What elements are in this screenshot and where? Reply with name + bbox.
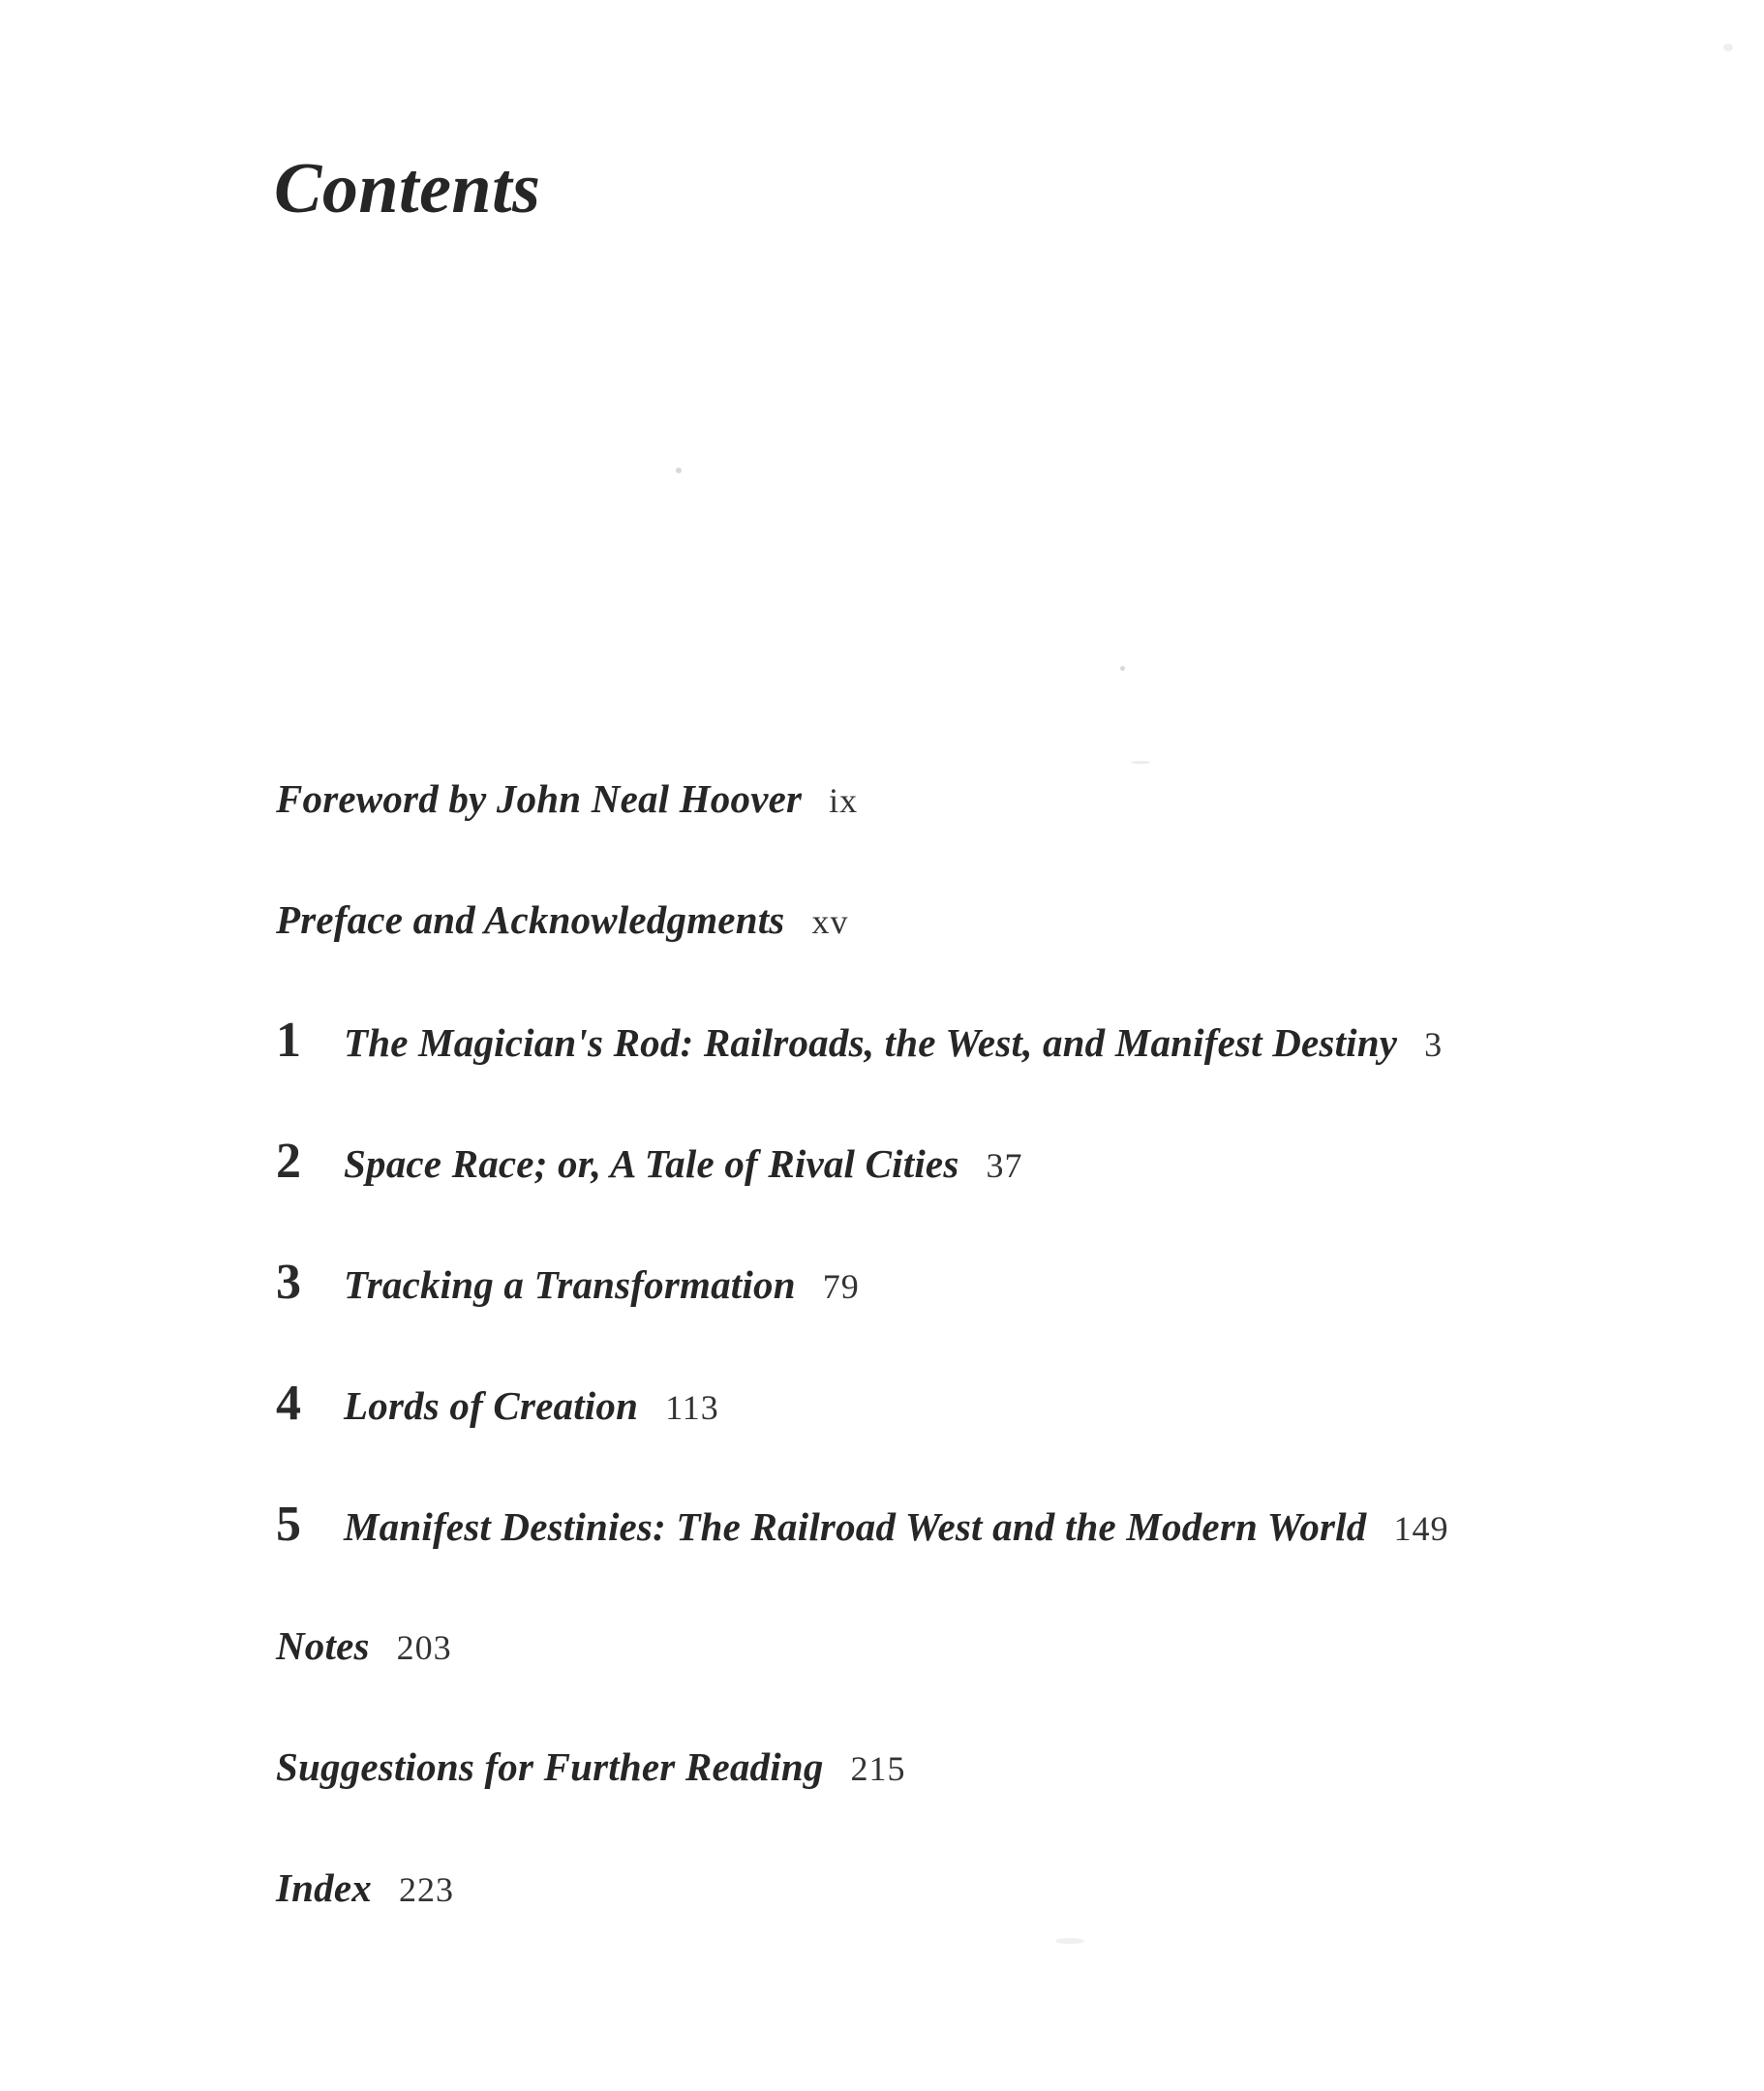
chapter-number: 3 (276, 1255, 301, 1310)
entry-page-number: 37 (986, 1146, 1023, 1185)
entry-page-number: 223 (398, 1870, 454, 1909)
entry-title: Foreword by John Neal Hoover (276, 776, 803, 821)
toc-entry-chapter-2[interactable] (276, 1133, 1022, 1191)
entry-page-number: 149 (1393, 1509, 1449, 1548)
toc-entry-chapter-4[interactable] (276, 1375, 719, 1433)
toc-entry-notes[interactable] (276, 1617, 452, 1675)
entry-page-number: xv (811, 902, 849, 941)
entry-page-number: 3 (1424, 1025, 1444, 1064)
scan-speck (1055, 1938, 1084, 1944)
page-title: Contents (274, 149, 541, 228)
scan-speck (1723, 44, 1733, 51)
chapter-number: 5 (276, 1497, 301, 1552)
entry-page-number: 203 (396, 1628, 452, 1667)
entry-page-number: 215 (850, 1749, 906, 1788)
scan-speck (1131, 761, 1150, 764)
entry-title: Manifest Destinies: The Railroad West and the Modern World (344, 1504, 1367, 1549)
chapter-number: 2 (276, 1134, 301, 1189)
toc-entry-chapter-3[interactable] (276, 1254, 860, 1312)
scan-speck (1120, 666, 1125, 671)
entry-title: Preface and Acknowledgments (276, 897, 785, 942)
entry-title: Lords of Creation (344, 1383, 639, 1428)
toc-entry-index[interactable] (276, 1859, 454, 1917)
toc-entry-chapter-1[interactable] (276, 1012, 1443, 1070)
entry-title: Index (276, 1865, 372, 1910)
chapter-number: 4 (276, 1376, 301, 1431)
entry-title: Tracking a Transformation (344, 1262, 796, 1307)
chapter-number: 1 (276, 1013, 301, 1068)
scan-speck (676, 468, 682, 473)
toc-entry-foreword[interactable] (276, 770, 858, 828)
entry-page-number: ix (829, 781, 859, 820)
entry-title: Space Race; or, A Tale of Rival Cities (344, 1141, 959, 1186)
entry-title: The Magician's Rod: Railroads, the West, and Manifest Destiny (344, 1020, 1398, 1065)
entry-page-number: 79 (822, 1267, 860, 1306)
entry-title: Notes (276, 1623, 370, 1668)
entry-title: Suggestions for Further Reading (276, 1744, 824, 1789)
toc-entry-chapter-5[interactable] (276, 1496, 1448, 1554)
toc-entry-further-reading[interactable] (276, 1738, 906, 1796)
entry-page-number: 113 (665, 1388, 719, 1427)
toc-entry-preface[interactable] (276, 891, 848, 949)
